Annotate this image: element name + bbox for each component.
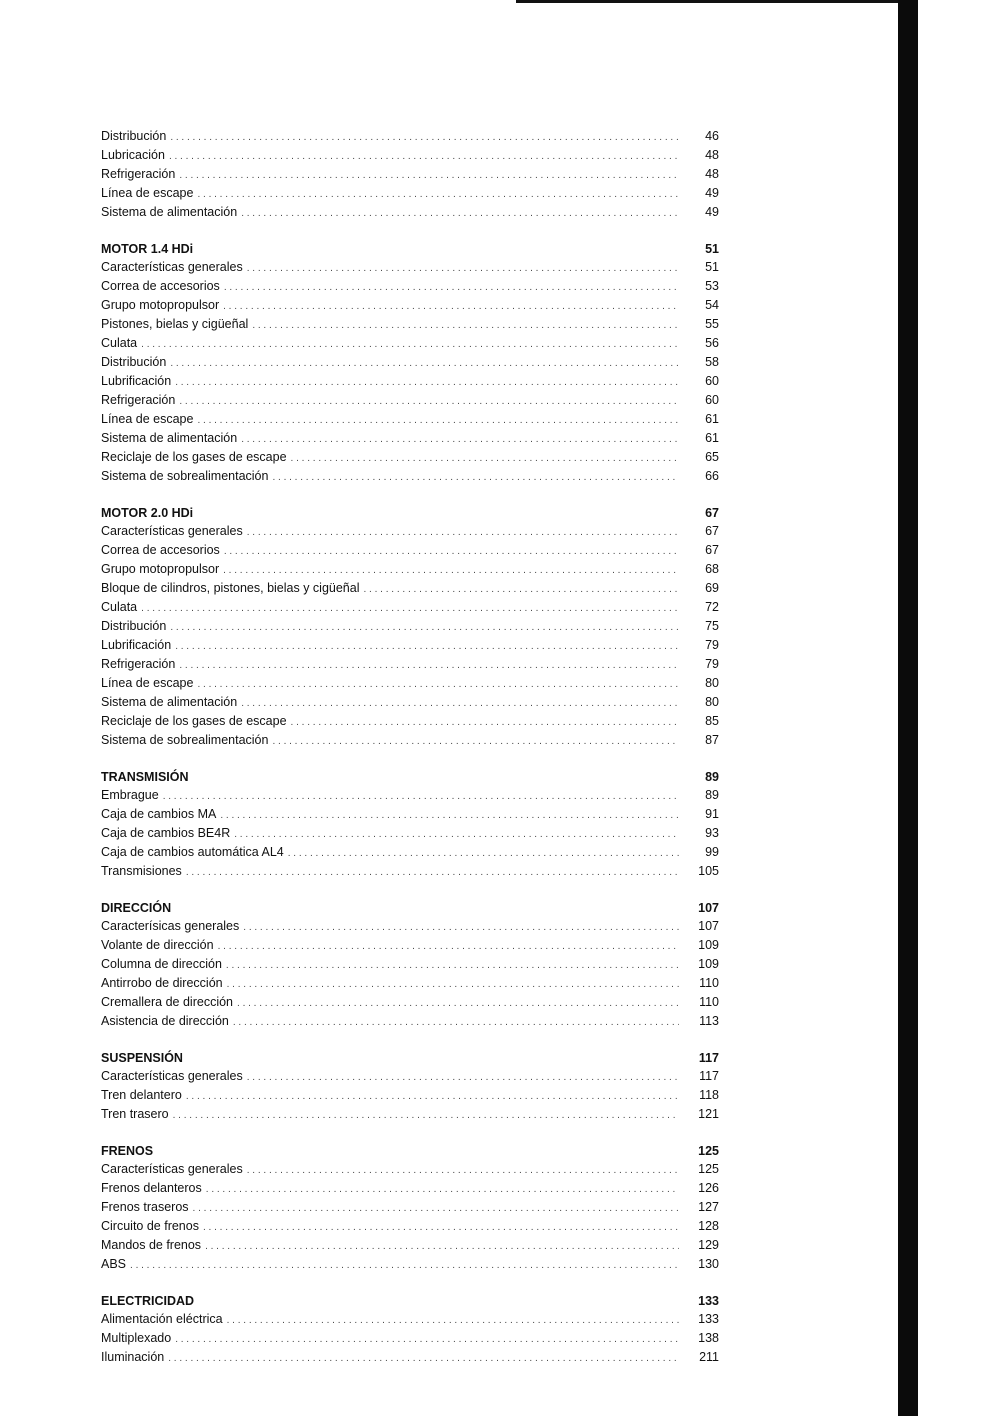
toc-entry [101, 448, 719, 467]
toc-entry [101, 1236, 719, 1255]
dot-leader [170, 618, 679, 637]
section-title: ELECTRICIDAD [101, 1294, 195, 1308]
section-page-number: 133 [698, 1294, 719, 1308]
toc-entry [101, 955, 719, 974]
scan-edge-bar [898, 0, 918, 1416]
section-page-number: 89 [705, 770, 719, 784]
toc-entry [101, 146, 719, 165]
entry-label: Cremallera de dirección [101, 995, 234, 1009]
dot-leader [220, 806, 679, 825]
dot-leader [247, 259, 679, 278]
toc-entry [101, 712, 719, 731]
section-heading [101, 768, 719, 786]
entry-label: ABS [101, 1257, 127, 1271]
entry-label: Lubrificación [101, 374, 172, 388]
section-heading [101, 899, 719, 917]
entry-label: Bloque de cilindros, pistones, bielas y cigüeñal [101, 581, 360, 595]
entry-label: Reciclaje de los gases de escape [101, 450, 287, 464]
dot-leader [203, 1218, 679, 1237]
entry-page-number: 55 [705, 317, 719, 331]
dot-leader [141, 599, 679, 618]
dot-leader [186, 863, 679, 882]
entry-page-number: 72 [705, 600, 719, 614]
entry-label: Caja de cambios BE4R [101, 826, 231, 840]
entry-label: Lubricación [101, 148, 165, 162]
section-heading [101, 1142, 719, 1160]
entry-page-number: 75 [705, 619, 719, 633]
entry-label: Sistema de sobrealimentación [101, 733, 269, 747]
dot-leader [163, 787, 679, 806]
toc-entry [101, 1348, 719, 1367]
toc-section [101, 1292, 719, 1367]
dot-leader [234, 825, 679, 844]
entry-page-number: 118 [699, 1088, 719, 1102]
entry-page-number: 61 [705, 431, 719, 445]
entry-page-number: 66 [705, 469, 719, 483]
dot-leader [272, 468, 679, 487]
section-page-number: 51 [705, 242, 719, 256]
section-title: SUSPENSIÓN [101, 1051, 183, 1065]
toc-entry [101, 693, 719, 712]
dot-leader [288, 844, 679, 863]
dot-leader [197, 185, 679, 204]
section-heading [101, 240, 719, 258]
entry-page-number: 107 [698, 919, 719, 933]
dot-leader [291, 449, 679, 468]
entry-label: Grupo motopropulsor [101, 298, 220, 312]
toc-entry [101, 993, 719, 1012]
entry-page-number: 105 [698, 864, 719, 878]
toc-entry [101, 1105, 719, 1124]
section-title: MOTOR 2.0 HDi [101, 506, 194, 520]
toc-entry [101, 184, 719, 203]
dot-leader [197, 675, 679, 694]
toc-entry [101, 862, 719, 881]
dot-leader [141, 335, 679, 354]
entry-page-number: 109 [698, 957, 719, 971]
entry-label: Correa de accesorios [101, 279, 220, 293]
toc-entry [101, 786, 719, 805]
section-title: DIRECCIÓN [101, 901, 172, 915]
toc-entry [101, 353, 719, 372]
toc-entry [101, 674, 719, 693]
toc-entry [101, 843, 719, 862]
toc-entry [101, 1329, 719, 1348]
entry-label: Volante de dirección [101, 938, 214, 952]
dot-leader [227, 1311, 679, 1330]
toc-entry [101, 277, 719, 296]
dot-leader [179, 392, 679, 411]
entry-page-number: 130 [698, 1257, 719, 1271]
entry-label: Iluminación [101, 1350, 165, 1364]
toc-entry [101, 127, 719, 146]
toc-entry [101, 974, 719, 993]
entry-label: Refrigeración [101, 657, 176, 671]
entry-label: Características generales [101, 524, 243, 538]
toc-section [101, 1049, 719, 1124]
toc-entry [101, 203, 719, 222]
dot-leader [243, 918, 679, 937]
toc-entry [101, 165, 719, 184]
toc-section [101, 899, 719, 1031]
dot-leader [168, 1349, 679, 1368]
entry-label: Sistema de alimentación [101, 695, 238, 709]
section-heading [101, 1292, 719, 1310]
entry-page-number: 80 [705, 695, 719, 709]
entry-page-number: 67 [705, 543, 719, 557]
toc-section [101, 1142, 719, 1274]
section-page-number: 125 [698, 1144, 719, 1158]
dot-leader [247, 1068, 679, 1087]
entry-label: Distribución [101, 619, 167, 633]
table-of-contents [101, 127, 719, 1367]
entry-page-number: 91 [705, 807, 719, 821]
toc-entry [101, 334, 719, 353]
entry-page-number: 85 [705, 714, 719, 728]
entry-label: Asistencia de dirección [101, 1014, 229, 1028]
section-title: TRANSMISIÓN [101, 770, 189, 784]
toc-section [101, 240, 719, 486]
entry-page-number: 49 [705, 205, 719, 219]
entry-page-number: 49 [705, 186, 719, 200]
dot-leader [205, 1237, 679, 1256]
entry-page-number: 113 [699, 1014, 719, 1028]
entry-label: Pistones, bielas y cigüeñal [101, 317, 249, 331]
toc-entry [101, 1012, 719, 1031]
dot-leader [206, 1180, 679, 1199]
entry-page-number: 53 [705, 279, 719, 293]
entry-page-number: 68 [705, 562, 719, 576]
section-page-number: 67 [705, 506, 719, 520]
entry-page-number: 79 [705, 657, 719, 671]
top-rule [516, 0, 906, 3]
entry-label: Distribución [101, 355, 167, 369]
entry-label: Características generales [101, 1162, 243, 1176]
dot-leader [179, 656, 679, 675]
dot-leader [186, 1087, 679, 1106]
entry-label: Frenos delanteros [101, 1181, 202, 1195]
entry-label: Reciclaje de los gases de escape [101, 714, 287, 728]
entry-label: Línea de escape [101, 412, 194, 426]
dot-leader [170, 128, 679, 147]
dot-leader [175, 373, 679, 392]
entry-label: Alimentación eléctrica [101, 1312, 223, 1326]
dot-leader [175, 637, 679, 656]
toc-entry [101, 1217, 719, 1236]
entry-page-number: 67 [705, 524, 719, 538]
entry-page-number: 133 [698, 1312, 719, 1326]
entry-label: Tren delantero [101, 1088, 182, 1102]
toc-entry [101, 805, 719, 824]
entry-label: Características generales [101, 260, 243, 274]
toc-entry [101, 1198, 719, 1217]
toc-section [101, 127, 719, 222]
entry-page-number: 51 [705, 260, 719, 274]
toc-entry [101, 917, 719, 936]
entry-label: Transmisiones [101, 864, 182, 878]
dot-leader [247, 523, 679, 542]
entry-page-number: 125 [698, 1162, 719, 1176]
section-title: FRENOS [101, 1144, 154, 1158]
entry-label: Características generales [101, 1069, 243, 1083]
dot-leader [241, 694, 679, 713]
entry-page-number: 87 [705, 733, 719, 747]
dot-leader [233, 1013, 679, 1032]
entry-label: Embrague [101, 788, 159, 802]
entry-label: Línea de escape [101, 186, 194, 200]
entry-page-number: 48 [705, 148, 719, 162]
toc-entry [101, 655, 719, 674]
toc-entry [101, 598, 719, 617]
entry-page-number: 65 [705, 450, 719, 464]
entry-label: Distribución [101, 129, 167, 143]
entry-page-number: 46 [705, 129, 719, 143]
dot-leader [170, 354, 679, 373]
entry-page-number: 121 [698, 1107, 719, 1121]
toc-entry [101, 1310, 719, 1329]
dot-leader [193, 1199, 679, 1218]
entry-label: Sistema de sobrealimentación [101, 469, 269, 483]
dot-leader [169, 147, 679, 166]
entry-page-number: 117 [699, 1069, 719, 1083]
entry-label: Correa de accesorios [101, 543, 220, 557]
entry-page-number: 110 [699, 976, 719, 990]
entry-page-number: 60 [705, 393, 719, 407]
entry-page-number: 79 [705, 638, 719, 652]
entry-label: Columna de dirección [101, 957, 222, 971]
dot-leader [223, 561, 679, 580]
toc-entry [101, 579, 719, 598]
dot-leader [226, 956, 679, 975]
toc-entry [101, 522, 719, 541]
entry-label: Grupo motopropulsor [101, 562, 220, 576]
toc-section [101, 504, 719, 750]
dot-leader [197, 411, 679, 430]
section-page-number: 117 [698, 1051, 719, 1065]
toc-entry [101, 1160, 719, 1179]
section-heading [101, 504, 719, 522]
toc-entry [101, 296, 719, 315]
dot-leader [130, 1256, 679, 1275]
dot-leader [179, 166, 679, 185]
entry-label: Línea de escape [101, 676, 194, 690]
entry-page-number: 58 [705, 355, 719, 369]
entry-page-number: 61 [705, 412, 719, 426]
entry-page-number: 89 [705, 788, 719, 802]
toc-entry [101, 410, 719, 429]
entry-label: Mandos de frenos [101, 1238, 202, 1252]
entry-page-number: 127 [698, 1200, 719, 1214]
entry-page-number: 93 [705, 826, 719, 840]
dot-leader [241, 430, 679, 449]
entry-label: Culata [101, 336, 138, 350]
dot-leader [224, 278, 679, 297]
dot-leader [364, 580, 680, 599]
dot-leader [237, 994, 679, 1013]
entry-label: Lubrificación [101, 638, 172, 652]
entry-page-number: 80 [705, 676, 719, 690]
entry-page-number: 60 [705, 374, 719, 388]
dot-leader [224, 542, 679, 561]
toc-entry [101, 1067, 719, 1086]
section-page-number: 107 [698, 901, 719, 915]
dot-leader [247, 1161, 679, 1180]
entry-page-number: 128 [698, 1219, 719, 1233]
section-heading [101, 1049, 719, 1067]
dot-leader [218, 937, 679, 956]
entry-label: Frenos traseros [101, 1200, 189, 1214]
toc-entry [101, 541, 719, 560]
toc-entry [101, 936, 719, 955]
toc-entry [101, 636, 719, 655]
toc-entry [101, 560, 719, 579]
entry-label: Antirrobo de dirección [101, 976, 223, 990]
section-title: MOTOR 1.4 HDi [101, 242, 194, 256]
entry-label: Sistema de alimentación [101, 431, 238, 445]
dot-leader [241, 204, 679, 223]
entry-page-number: 129 [698, 1238, 719, 1252]
toc-entry [101, 258, 719, 277]
dot-leader [175, 1330, 679, 1349]
dot-leader [252, 316, 679, 335]
dot-leader [272, 732, 679, 751]
entry-label: Circuito de frenos [101, 1219, 199, 1233]
toc-entry [101, 315, 719, 334]
toc-entry [101, 372, 719, 391]
entry-label: Multiplexado [101, 1331, 172, 1345]
entry-page-number: 48 [705, 167, 719, 181]
entry-label: Caja de cambios MA [101, 807, 217, 821]
entry-page-number: 99 [705, 845, 719, 859]
entry-page-number: 69 [705, 581, 719, 595]
toc-entry [101, 731, 719, 750]
toc-entry [101, 1086, 719, 1105]
entry-page-number: 110 [699, 995, 719, 1009]
entry-label: Refrigeración [101, 393, 176, 407]
entry-label: Caracterísicas generales [101, 919, 240, 933]
dot-leader [223, 297, 679, 316]
entry-page-number: 109 [698, 938, 719, 952]
dot-leader [227, 975, 679, 994]
toc-entry [101, 617, 719, 636]
entry-label: Refrigeración [101, 167, 176, 181]
entry-label: Caja de cambios automática AL4 [101, 845, 284, 859]
entry-label: Tren trasero [101, 1107, 169, 1121]
toc-section [101, 768, 719, 881]
toc-entry [101, 391, 719, 410]
entry-label: Culata [101, 600, 138, 614]
toc-entry [101, 1255, 719, 1274]
dot-leader [291, 713, 679, 732]
entry-page-number: 54 [705, 298, 719, 312]
dot-leader [173, 1106, 679, 1125]
toc-entry [101, 429, 719, 448]
entry-page-number: 138 [698, 1331, 719, 1345]
entry-page-number: 126 [698, 1181, 719, 1195]
entry-label: Sistema de alimentación [101, 205, 238, 219]
entry-page-number: 56 [705, 336, 719, 350]
entry-page-number: 211 [699, 1350, 719, 1364]
toc-entry [101, 1179, 719, 1198]
toc-entry [101, 467, 719, 486]
toc-entry [101, 824, 719, 843]
